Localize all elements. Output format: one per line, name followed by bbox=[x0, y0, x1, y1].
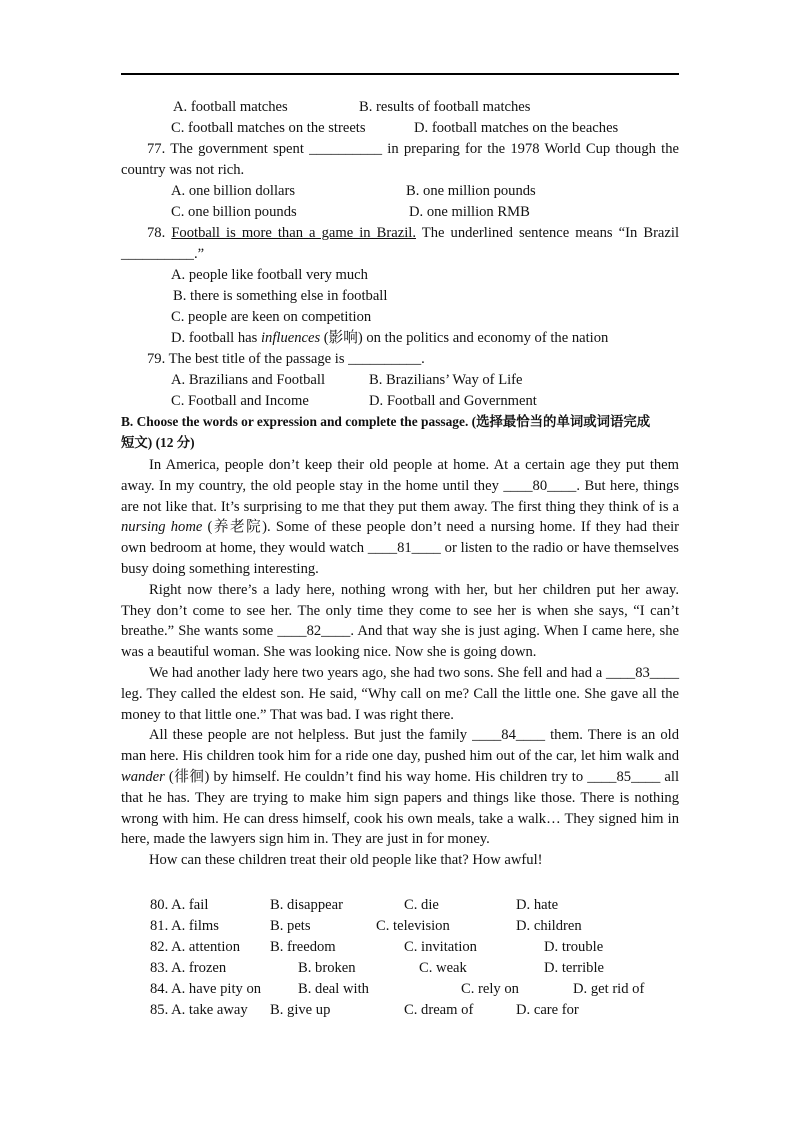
choice-80-a: 80. A. fail bbox=[150, 897, 209, 913]
q77-option-c: C. one billion pounds bbox=[171, 204, 297, 220]
passage-paragraph-5: How can these children treat their old people like that? How awful! bbox=[149, 852, 543, 869]
q79-option-a: A. Brazilians and Football bbox=[171, 372, 326, 388]
q77-stem: 77. The government spent __________ in preparing for the 1978 World Cup though the bbox=[147, 141, 679, 157]
q76-option-d: D. football matches on the beaches bbox=[414, 120, 619, 136]
choice-82-b: B. freedom bbox=[270, 939, 336, 955]
q79-option-c: C. Football and Income bbox=[171, 393, 309, 409]
q78-stem bbox=[147, 223, 679, 243]
q78-option-d bbox=[171, 328, 608, 348]
q78-option-b: B. there is something else in football bbox=[173, 288, 388, 304]
choice-80-b: B. disappear bbox=[270, 897, 343, 913]
q78-option-c: C. people are keen on competition bbox=[171, 309, 372, 325]
choice-84-b: B. deal with bbox=[298, 981, 369, 997]
q78-option-d-italic: influences bbox=[260, 330, 321, 346]
choice-80-d: D. hate bbox=[516, 897, 559, 913]
choice-82-c: C. invitation bbox=[404, 939, 477, 955]
q76-option-a: A. football matches bbox=[173, 99, 288, 115]
choice-82-d: D. trouble bbox=[544, 939, 604, 955]
choice-81-b: B. pets bbox=[270, 918, 311, 934]
q78-blank: __________.” bbox=[121, 246, 205, 262]
passage-p1-italic: nursing home bbox=[121, 519, 203, 536]
q77-option-b: B. one million pounds bbox=[406, 183, 536, 199]
passage-paragraph-2: Right now there’s a lady here, nothing wrong with her, but her children put her away. They don’t come to see her. The only time they come to see her is when she says, “I can’t breathe.” She wants some ____82____. And that way she is just aging. When I came here, she was a beautiful woman. She was looking nice. Now she is going down. bbox=[121, 581, 679, 661]
top-rule bbox=[121, 73, 679, 75]
choice-85-b: B. give up bbox=[270, 1002, 331, 1018]
cloze-passage bbox=[121, 455, 679, 871]
passage-p1-text-2: (养老院). Some of these people don’t need a nursing home. If they had their own bedroom at home, they would watch ____81____ or listen to the radio or have themselves busy doing something interesting. bbox=[121, 519, 679, 577]
section-b-heading-cont: 短文) (12 分) bbox=[121, 435, 195, 450]
choice-84-d: D. get rid of bbox=[573, 981, 645, 997]
choice-85-d: D. care for bbox=[516, 1002, 579, 1018]
choice-83-d: D. terrible bbox=[544, 960, 604, 976]
q78-number: 78. bbox=[147, 225, 172, 241]
section-b-heading: B. Choose the words or expression and complete the passage. (选择最恰当的单词或词语完成 bbox=[121, 414, 651, 429]
q79-stem: 79. The best title of the passage is __________. bbox=[147, 351, 425, 367]
passage-paragraph-3: We had another lady here two years ago, she had two sons. She fell and had a ____83____ leg. They called the eldest son. He said, “Why call on me? Call the little one. She gave all the money to that little one.” That was bad. I was right there. bbox=[121, 664, 679, 723]
passage-p4-text-2: (徘徊) by himself. He couldn’t find his way home. His children try to ____85____ all that he has. They are trying to make him sign papers and things like those. There is nothing wrong with him. He can dress himself, cook his own meals, take a walk… They signed him in here, made the lawyers sign him in. They are just in for money. bbox=[121, 768, 679, 848]
passage-paragraph-1 bbox=[121, 455, 679, 580]
q79-option-d: D. Football and Government bbox=[369, 393, 537, 409]
choice-82-a: 82. A. attention bbox=[150, 939, 240, 955]
choice-85-a: 85. A. take away bbox=[150, 1002, 248, 1018]
q76-option-c: C. football matches on the streets bbox=[171, 120, 366, 136]
choice-80-c: C. die bbox=[404, 897, 439, 913]
q78-underlined-sentence: Football is more than a game in Brazil. bbox=[171, 225, 416, 241]
choice-83-c: C. weak bbox=[419, 960, 467, 976]
q79-option-b: B. Brazilians’ Way of Life bbox=[369, 372, 523, 388]
passage-p1-text: In America, people don’t keep their old people at home. At a certain age they put them away. In my country, the old people stay in the home until they ____80____. But here, things are not like that. It’s surprising to me that they put them away. The first thing they think of is a bbox=[121, 457, 679, 515]
q77-option-a: A. one billion dollars bbox=[171, 183, 296, 199]
q78-stem-rest: The underlined sentence means “In Brazil bbox=[415, 225, 679, 241]
q78-option-a: A. people like football very much bbox=[171, 267, 368, 283]
choice-81-a: 81. A. films bbox=[150, 918, 219, 934]
q76-option-b: B. results of football matches bbox=[359, 99, 531, 115]
choice-81-d: D. children bbox=[516, 918, 582, 934]
passage-p4-italic: wander bbox=[121, 768, 165, 785]
q77-stem-cont: country was not rich. bbox=[121, 162, 245, 178]
choice-83-a: 83. A. frozen bbox=[150, 960, 227, 976]
choice-84-c: C. rely on bbox=[461, 981, 519, 997]
choice-83-b: B. broken bbox=[298, 960, 356, 976]
q77-option-d: D. one million RMB bbox=[409, 204, 530, 220]
choice-84-a: 84. A. have pity on bbox=[150, 981, 262, 997]
passage-p4-text: All these people are not helpless. But just the family ____84____ them. There is an old man here. His children took him for a ride one day, pushed him out of the car, let him walk and bbox=[121, 727, 679, 765]
choice-85-c: C. dream of bbox=[404, 1002, 474, 1018]
q78-option-d-text-2: (影响) on the politics and economy of the nation bbox=[320, 330, 609, 346]
passage-paragraph-4 bbox=[121, 725, 679, 850]
q78-option-d-text: D. football has bbox=[171, 330, 261, 346]
choice-81-c: C. television bbox=[376, 918, 450, 934]
